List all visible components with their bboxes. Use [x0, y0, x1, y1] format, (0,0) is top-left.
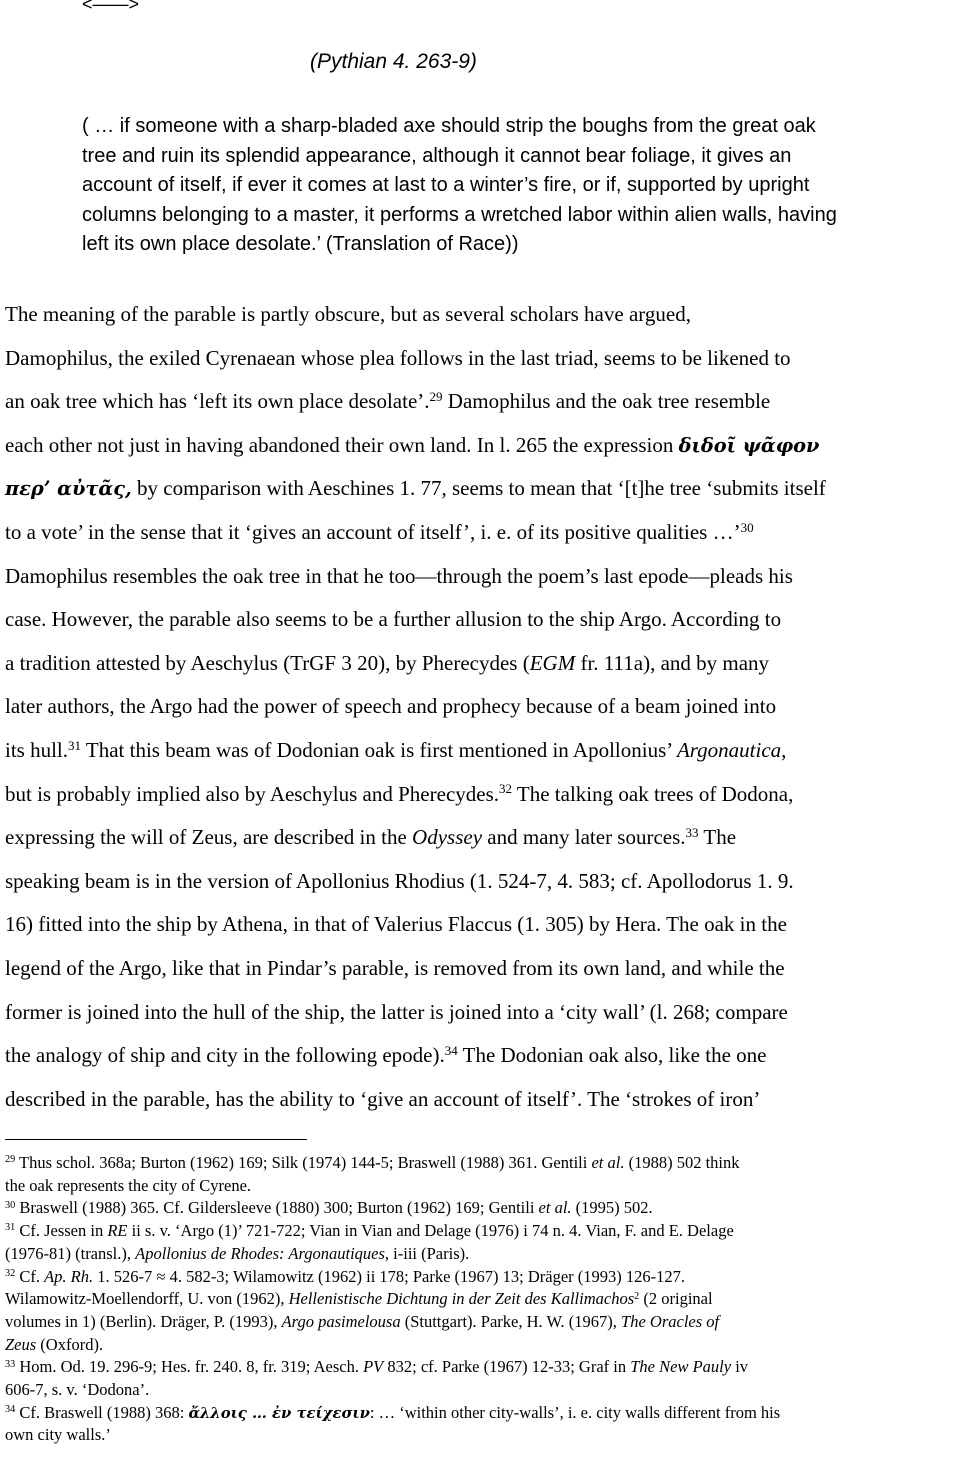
- footnote-32: [5, 1266, 955, 1289]
- quote-line: [82, 230, 958, 260]
- body-line: Damophilus resembles the oak tree in that he too—through the poem’s last epode—pleads his: [5, 563, 793, 588]
- body-line: [5, 773, 957, 817]
- footnote-number: 33: [5, 1358, 16, 1370]
- body-line: former is joined into the hull of the ship, the latter is joined into a ‘city wall’ (l. 268; compare: [5, 999, 788, 1024]
- italic-text: PV: [363, 1357, 384, 1377]
- body-text: fr. 111a), and by many: [575, 650, 770, 675]
- quote-line: tree and ruin its splendid appearance, although it cannot bear foliage, it gives an: [82, 144, 792, 167]
- greek-phrase: ἄλλοις … ἐν τείχεσιν: [188, 1403, 370, 1422]
- body-line: described in the parable, has the ability to ‘give an account of itself’. The ‘strokes of iron’: [5, 1086, 761, 1111]
- body-line: later authors, the Argo had the power of speech and prophecy because of a beam joined into: [5, 694, 777, 719]
- italic-text: EGM: [529, 650, 576, 675]
- italic-text: Zeus: [5, 1334, 37, 1354]
- footnote-text: (1976-81) (transl.),: [5, 1243, 136, 1263]
- footnote-text: Hom. Od. 19. 296-9; Hes. fr. 240. 8, fr. 319; Aesch.: [15, 1357, 364, 1377]
- italic-text: RE: [107, 1221, 128, 1241]
- footnote-text: (Oxford).: [36, 1334, 104, 1354]
- translated-quotation: [82, 112, 958, 260]
- footnote-34: [5, 1402, 955, 1425]
- body-line: 16) fitted into the ship by Athena, in that of Valerius Flaccus (1. 305) by Hera. The oak in the: [5, 912, 787, 937]
- translation-credit: (Translation of Race)): [320, 233, 519, 255]
- footnote-number: 32: [5, 1267, 16, 1279]
- body-text: but is probably implied also by Aeschylus and Pherecydes.: [5, 781, 500, 806]
- italic-text: Odyssey: [412, 825, 483, 850]
- italic-text: et al.: [538, 1198, 572, 1218]
- footnote-ref-34[interactable]: 34: [444, 1042, 458, 1058]
- navigation-arrow: <——>: [82, 0, 140, 14]
- footnote-text: Braswell (1988) 365. Cf. Gildersleeve (1880) 300; Burton (1962) 169; Gentili: [15, 1198, 539, 1218]
- footnote-text: (1995) 502.: [571, 1198, 653, 1218]
- greek-phrase: περ’ αὐτᾶς,: [5, 477, 132, 501]
- body-text: the analogy of ship and city in the following epode).: [5, 1043, 445, 1068]
- body-text: expressing the will of Zeus, are described in the: [5, 825, 413, 850]
- footnote-text: : … ‘within other city-walls’, i. e. city walls different from his: [369, 1402, 781, 1422]
- italic-text: Hellenistische Dichtung in der Zeit des Kallimachos: [288, 1289, 635, 1309]
- passage-citation: [310, 50, 477, 74]
- body-text: The talking oak trees of Dodona,: [512, 781, 794, 806]
- quote-line: ( … if someone with a sharp-bladed axe should strip the boughs from the great oak: [82, 115, 816, 137]
- body-line: [5, 467, 957, 511]
- body-text: its hull.: [5, 737, 69, 762]
- footnote-31: [5, 1220, 955, 1243]
- body-text: That this beam was of Dodonian oak is first mentioned in Apollonius’: [81, 737, 677, 762]
- footnote-32-cont: [5, 1288, 955, 1311]
- footnote-33: [5, 1356, 955, 1379]
- body-line: Damophilus, the exiled Cyrenaean whose plea follows in the last triad, seems to be likened to: [5, 345, 791, 370]
- quote-text: left its own place desolate.’: [82, 233, 321, 255]
- greek-phrase: διδοῖ ψᾶφον: [678, 433, 820, 457]
- italic-text: Argonautica: [676, 737, 782, 762]
- footnote-ref-29[interactable]: 29: [429, 389, 443, 405]
- footnote-29: [5, 1152, 955, 1175]
- body-line: [5, 642, 957, 686]
- body-line: case. However, the parable also seems to be a further allusion to the ship Argo. According to: [5, 607, 782, 632]
- footnote-text: Wilamowitz-Moellendorff, U. von (1962),: [5, 1289, 289, 1309]
- footnote-text: Cf. Braswell (1988) 368:: [15, 1402, 189, 1422]
- body-line: [5, 380, 957, 424]
- body-text: each other not just in having abandoned their own land. In l. 265 the expression: [5, 432, 679, 457]
- italic-text: The New Pauly: [630, 1357, 732, 1377]
- body-line: legend of the Argo, like that in Pindar’s parable, is removed from its own land, and while the: [5, 955, 785, 980]
- footnote-text: (Stuttgart). Parke, H. W. (1967),: [400, 1311, 622, 1331]
- body-text: a tradition attested by Aeschylus (TrGF 3 20), by Pherecydes (: [5, 650, 530, 675]
- italic-text: Argo pasimelousa: [281, 1311, 401, 1331]
- footnote-text: Cf.: [15, 1266, 45, 1286]
- citation-text: (Pythian 4. 263-9): [310, 50, 477, 73]
- footnote-text: (2 original: [639, 1289, 713, 1309]
- italic-text: Ap. Rh.: [44, 1266, 94, 1286]
- body-line: The meaning of the parable is partly obscure, but as several scholars have argued,: [5, 302, 691, 326]
- footnote-text: volumes in 1) (Berlin). Dräger, P. (1993),: [5, 1311, 282, 1331]
- footnote-32-cont: [5, 1334, 955, 1357]
- body-text: an oak tree which has ‘left its own place desolate’.: [5, 389, 430, 414]
- body-text: ,: [781, 737, 787, 762]
- italic-text: The Oracles of: [621, 1311, 720, 1331]
- footnote-31-cont: [5, 1243, 955, 1266]
- footnote-text: iv: [731, 1357, 749, 1377]
- body-text: Damophilus and the oak tree resemble: [442, 389, 771, 414]
- footnote-number: 34: [5, 1404, 16, 1416]
- footnote-ref-32[interactable]: 32: [499, 781, 513, 797]
- body-line: [5, 729, 957, 773]
- footnote-text: , i-iii (Paris).: [384, 1243, 470, 1263]
- footnote-text: Cf. Jessen in: [15, 1221, 108, 1241]
- body-line: speaking beam is in the version of Apollonius Rhodius (1. 524-7, 4. 583; cf. Apollodorus 1. 9.: [5, 868, 794, 893]
- footnote-text: ii s. v. ‘Argo (1)’ 721-722; Vian in Vian and Delage (1976) i 74 n. 4. Vian, F. and E. Delage: [127, 1221, 734, 1241]
- footnote-ref-30[interactable]: 30: [740, 519, 754, 535]
- footnote-number: 31: [5, 1222, 16, 1234]
- footnote-text: (1988) 502 think: [624, 1153, 740, 1172]
- footnote-ref-31[interactable]: 31: [68, 737, 82, 753]
- footnote-ref-33[interactable]: 33: [685, 824, 699, 840]
- quote-line: columns belonging to a master, it performs a wretched labor within alien walls, having: [82, 203, 837, 226]
- footnote-number: 30: [5, 1199, 16, 1211]
- body-text: by comparison with Aeschines 1. 77, seems to mean that ‘[t]he tree ‘submits itself: [131, 476, 826, 501]
- footnote-number: 29: [5, 1154, 16, 1166]
- body-line: [5, 1034, 957, 1078]
- footnote-text: 832; cf. Parke (1967) 12-33; Graf in: [383, 1357, 631, 1377]
- quote-line: account of itself, if ever it comes at last to a winter’s fire, or if, supported by upright: [82, 174, 810, 196]
- body-text: The: [698, 825, 737, 850]
- italic-text: et al.: [591, 1153, 625, 1172]
- footnote-30: [5, 1197, 955, 1220]
- body-line: [5, 511, 957, 555]
- footnote-32-cont: [5, 1311, 955, 1334]
- footnote-29-cont: the oak represents the city of Cyrene.: [5, 1175, 252, 1195]
- body-text: The Dodonian oak also, like the one: [457, 1043, 767, 1068]
- main-body-text: [5, 293, 957, 1121]
- italic-text: Apollonius de Rhodes: Argonautiques: [135, 1243, 385, 1263]
- edition-superscript: 2: [634, 1290, 640, 1302]
- body-line: [5, 816, 957, 860]
- footnotes: [5, 1152, 955, 1447]
- footnote-33-cont: 606-7, s. v. ‘Dodona’.: [5, 1380, 150, 1400]
- footnote-separator: [5, 1139, 307, 1140]
- footnote-34-cont: own city walls.’: [5, 1425, 111, 1445]
- footnote-text: Thus schol. 368a; Burton (1962) 169; Silk (1974) 144-5; Braswell (1988) 361. Gentili: [15, 1153, 592, 1172]
- body-text: to a vote’ in the sense that it ‘gives an account of itself’, i. e. of its positive qualities …’: [5, 519, 741, 544]
- footnote-text: 1. 526-7 ≈ 4. 582-3; Wilamowitz (1962) ii 178; Parke (1967) 13; Dräger (1993) 126-127.: [93, 1266, 686, 1286]
- body-text: and many later sources.: [482, 825, 686, 850]
- body-line: [5, 424, 957, 468]
